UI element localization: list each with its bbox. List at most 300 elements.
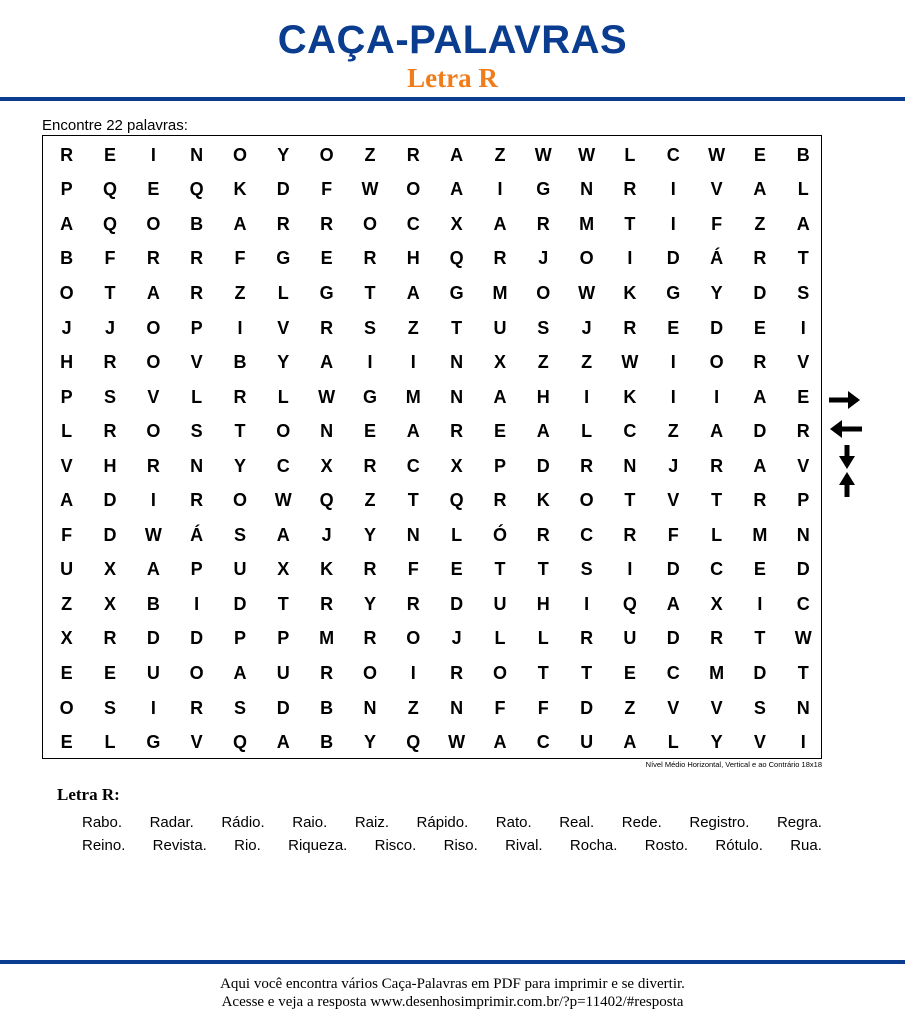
grid-letter: L xyxy=(191,386,203,407)
grid-letter: Z xyxy=(407,697,419,718)
grid-letter: S xyxy=(797,282,810,303)
grid-letter: R xyxy=(190,697,204,718)
grid-letter: O xyxy=(362,213,377,234)
grid-letter: R xyxy=(710,455,724,476)
grid-letter: C xyxy=(580,524,594,545)
grid-letter: F xyxy=(494,697,506,718)
word-item: Riso. xyxy=(443,837,478,854)
grid-letter: R xyxy=(103,628,117,649)
grid-letter: S xyxy=(580,559,593,580)
grid-letter: R xyxy=(623,317,637,338)
grid-letter: Y xyxy=(363,732,376,753)
word-item: Rato. xyxy=(495,814,532,831)
grid-letter: D xyxy=(103,524,117,545)
grid-letter: S xyxy=(363,317,376,338)
grid-letter: O xyxy=(406,179,421,200)
grid-letter: D xyxy=(536,455,550,476)
grid-letter: L xyxy=(581,421,593,442)
grid-letter: Q xyxy=(232,732,247,753)
grid-letter: R xyxy=(276,213,290,234)
grid-letter: J xyxy=(451,628,462,649)
grid-letter: E xyxy=(103,662,116,683)
grid-letter: G xyxy=(276,248,291,269)
direction-arrows xyxy=(826,389,866,499)
grid-letter: G xyxy=(449,282,464,303)
word-item: Rocha. xyxy=(569,837,618,854)
grid-letter: I xyxy=(410,352,416,373)
grid-letter: D xyxy=(103,490,117,511)
grid-letter: I xyxy=(800,732,806,753)
grid-letter: D xyxy=(753,421,767,442)
grid-letter: P xyxy=(277,628,290,649)
grid-letter: X xyxy=(103,559,116,580)
grid-letter: A xyxy=(493,386,507,407)
grid-letter: Q xyxy=(622,593,637,614)
grid-letter: A xyxy=(493,732,507,753)
grid-letter: G xyxy=(666,282,681,303)
grid-letter: O xyxy=(579,490,594,511)
grid-letter: R xyxy=(753,352,767,373)
grid-letter: A xyxy=(60,213,74,234)
grid-letter: O xyxy=(536,282,551,303)
grid-letter: Z xyxy=(234,282,246,303)
grid-letter: R xyxy=(103,352,117,373)
grid-letter: A xyxy=(146,559,160,580)
grid-letter: O xyxy=(59,697,74,718)
grid-letter: C xyxy=(406,213,420,234)
grid-letter: L xyxy=(667,732,679,753)
grid-letter: W xyxy=(794,628,812,649)
grid-letter: L xyxy=(61,421,73,442)
grid-letter: Y xyxy=(363,524,376,545)
grid-letter: R xyxy=(580,455,594,476)
grid-letter: I xyxy=(150,490,156,511)
grid-letter: I xyxy=(670,179,676,200)
grid-letter: R xyxy=(406,144,420,165)
grid-letter: N xyxy=(450,386,464,407)
word-item: Reino. xyxy=(82,837,126,854)
grid-letter: A xyxy=(753,179,767,200)
grid-letter: D xyxy=(753,662,767,683)
grid-letter: X xyxy=(103,593,116,614)
grid-letter: F xyxy=(61,524,73,545)
grid-letter: P xyxy=(190,559,203,580)
grid-letter: A xyxy=(753,455,767,476)
grid-letter: V xyxy=(277,317,290,338)
grid-letter: A xyxy=(406,421,420,442)
grid-letter: U xyxy=(276,662,290,683)
letter-grid xyxy=(43,138,823,760)
word-item: Raiz. xyxy=(354,814,389,831)
grid-letter: I xyxy=(670,213,676,234)
grid-letter: I xyxy=(670,352,676,373)
grid-letter: D xyxy=(753,282,767,303)
grid-letter: I xyxy=(150,144,156,165)
grid-letter: H xyxy=(103,455,117,476)
grid-letter: N xyxy=(190,455,204,476)
grid-letter: Z xyxy=(581,352,593,373)
grid-letter: W xyxy=(144,524,162,545)
grid-letter: V xyxy=(60,455,73,476)
grid-letter: S xyxy=(233,697,246,718)
grid-letter: N xyxy=(580,179,594,200)
bottom-rule xyxy=(0,960,905,964)
grid-letter: C xyxy=(666,144,680,165)
grid-letter: L xyxy=(537,628,549,649)
grid-letter: I xyxy=(584,593,590,614)
grid-letter: L xyxy=(494,628,506,649)
grid-letter: R xyxy=(580,628,594,649)
grid-letter: K xyxy=(536,490,550,511)
grid-letter: C xyxy=(666,662,680,683)
grid-letter: J xyxy=(104,317,115,338)
word-item: Rótulo. xyxy=(715,837,763,854)
grid-letter: B xyxy=(320,732,334,753)
grid-letter: T xyxy=(277,593,289,614)
grid-letter: T xyxy=(234,421,246,442)
grid-letter: P xyxy=(233,628,246,649)
grid-letter: P xyxy=(493,455,506,476)
grid-letter: T xyxy=(407,490,419,511)
grid-letter: K xyxy=(623,386,637,407)
grid-letter: V xyxy=(190,352,203,373)
grid-letter: J xyxy=(61,317,72,338)
top-rule xyxy=(0,97,905,101)
grid-letter: S xyxy=(233,524,246,545)
word-item: Rua. xyxy=(790,837,822,854)
grid-letter: Z xyxy=(754,213,766,234)
word-item: Rio. xyxy=(234,837,261,854)
grid-letter: W xyxy=(578,144,596,165)
grid-letter: R xyxy=(190,490,204,511)
grid-letter: M xyxy=(319,628,335,649)
grid-letter: H xyxy=(536,386,550,407)
grid-letter: A xyxy=(320,352,334,373)
word-item: Risco. xyxy=(374,837,417,854)
grid-letter: Z xyxy=(61,593,73,614)
grid-letter: Ó xyxy=(492,524,507,545)
grid-letter: O xyxy=(59,282,74,303)
grid-letter: A xyxy=(796,213,810,234)
grid-letter: D xyxy=(276,179,290,200)
grid-letter: R xyxy=(536,524,550,545)
grid-letter: Y xyxy=(277,352,290,373)
grid-letter: U xyxy=(580,732,594,753)
grid-letter: R xyxy=(406,593,420,614)
grid-letter: I xyxy=(670,386,676,407)
grid-letter: R xyxy=(233,386,247,407)
grid-letter: Z xyxy=(364,144,376,165)
grid-letter: O xyxy=(362,662,377,683)
grid-letter: E xyxy=(60,732,73,753)
grid-letter: Y xyxy=(277,144,290,165)
grid-letter: N xyxy=(796,524,810,545)
grid-letter: R xyxy=(190,248,204,269)
grid-letter: E xyxy=(103,144,116,165)
grid-letter: I xyxy=(627,248,633,269)
grid-letter: R xyxy=(623,179,637,200)
grid-letter: A xyxy=(450,179,464,200)
grid-letter: W xyxy=(534,144,552,165)
grid-letter: U xyxy=(146,662,160,683)
word-item: Rápido. xyxy=(416,814,469,831)
grid-letter: W xyxy=(318,386,336,407)
grid-letter: V xyxy=(797,352,810,373)
grid-letter: I xyxy=(194,593,200,614)
grid-letter: R xyxy=(60,144,74,165)
grid-letter: A xyxy=(710,421,724,442)
grid-letter: S xyxy=(753,697,766,718)
grid-letter: N xyxy=(190,144,204,165)
grid-letter: K xyxy=(320,559,334,580)
grid-letter: B xyxy=(233,352,247,373)
grid-letter: E xyxy=(450,559,463,580)
grid-letter: A xyxy=(536,421,550,442)
grid-letter: Á xyxy=(710,248,724,269)
grid-letter: F xyxy=(104,248,116,269)
grid-letter: D xyxy=(233,593,247,614)
grid-letter: J xyxy=(538,248,549,269)
grid-letter: Q xyxy=(319,490,334,511)
grid-letter: M xyxy=(579,213,595,234)
grid-letter: V xyxy=(147,386,160,407)
word-item: Rosto. xyxy=(644,837,689,854)
word-item: Riqueza. xyxy=(288,837,348,854)
grid-letter: S xyxy=(103,386,116,407)
grid-letter: X xyxy=(710,593,723,614)
grid-letter: O xyxy=(492,662,507,683)
word-item: Registro. xyxy=(689,814,750,831)
grid-letter: I xyxy=(150,697,156,718)
grid-letter: A xyxy=(450,144,464,165)
grid-letter: A xyxy=(406,282,420,303)
grid-letter: W xyxy=(361,179,379,200)
grid-letter: B xyxy=(796,144,810,165)
grid-letter: K xyxy=(623,282,637,303)
page-subtitle: Letra R xyxy=(407,63,498,93)
grid-letter: A xyxy=(233,213,247,234)
grid-letter: H xyxy=(406,248,420,269)
grid-letter: Q xyxy=(189,179,204,200)
grid-letter: U xyxy=(623,628,637,649)
grid-letter: Q xyxy=(102,179,117,200)
grid-letter: D xyxy=(276,697,290,718)
grid-letter: R xyxy=(753,490,767,511)
grid-letter: V xyxy=(667,490,680,511)
grid-letter: O xyxy=(276,421,291,442)
instruction-text: Encontre 22 palavras: xyxy=(42,117,188,134)
grid-letter: B xyxy=(320,697,334,718)
word-item: Revista. xyxy=(152,837,207,854)
grid-letter: O xyxy=(189,662,204,683)
grid-letter: O xyxy=(146,317,161,338)
grid-letter: D xyxy=(666,559,680,580)
grid-letter: N xyxy=(363,697,377,718)
grid-letter: N xyxy=(406,524,420,545)
grid-letter: I xyxy=(584,386,590,407)
word-list-title: Letra R: xyxy=(57,785,120,804)
grid-letter: F xyxy=(234,248,246,269)
grid-letter: R xyxy=(320,317,334,338)
grid-letter: W xyxy=(621,352,639,373)
grid-letter: W xyxy=(578,282,596,303)
grid-letter: L xyxy=(104,732,116,753)
footer-line-1: Aqui você encontra vários Caça-Palavras em PDF para imprimir e se divertir. xyxy=(220,976,685,992)
grid-letter: T xyxy=(364,282,376,303)
grid-letter: D xyxy=(666,628,680,649)
grid-letter: F xyxy=(667,524,679,545)
grid-letter: B xyxy=(146,593,160,614)
grid-letter: E xyxy=(147,179,160,200)
grid-letter: D xyxy=(710,317,724,338)
grid-letter: T xyxy=(711,490,723,511)
grid-letter: C xyxy=(276,455,290,476)
grid-letter: R xyxy=(190,282,204,303)
grid-letter: M xyxy=(709,662,725,683)
grid-letter: E xyxy=(493,421,506,442)
grid-letter: R xyxy=(623,524,637,545)
grid-letter: U xyxy=(60,559,74,580)
grid-letter: D xyxy=(666,248,680,269)
arrow-down-icon xyxy=(839,445,855,469)
grid-letter: C xyxy=(536,732,550,753)
grid-letter: T xyxy=(797,662,809,683)
grid-letter: E xyxy=(667,317,680,338)
grid-letter: V xyxy=(710,179,723,200)
grid-letter: S xyxy=(103,697,116,718)
grid-letter: R xyxy=(363,455,377,476)
grid-letter: X xyxy=(320,455,333,476)
word-item: Rede. xyxy=(621,814,662,831)
grid-letter: Z xyxy=(667,421,679,442)
grid-letter: L xyxy=(277,282,289,303)
word-item: Rádio. xyxy=(221,814,265,831)
grid-letter: R xyxy=(493,490,507,511)
grid-letter: T xyxy=(581,662,593,683)
grid-letter: L xyxy=(624,144,636,165)
grid-letter: A xyxy=(623,732,637,753)
page-title: CAÇA-PALAVRAS xyxy=(277,18,628,62)
grid-letter: T xyxy=(624,490,636,511)
grid-letter: L xyxy=(451,524,463,545)
grid-letter: R xyxy=(493,248,507,269)
word-item: Real. xyxy=(559,814,595,831)
grid-letter: O xyxy=(709,352,724,373)
grid-letter: T xyxy=(624,213,636,234)
grid-letter: Z xyxy=(537,352,549,373)
grid-letter: W xyxy=(274,490,292,511)
grid-letter: O xyxy=(146,421,161,442)
grid-letter: V xyxy=(710,697,723,718)
arrow-up-icon xyxy=(839,472,855,497)
grid-letter: R xyxy=(146,248,160,269)
grid-letter: I xyxy=(497,179,503,200)
grid-letter: O xyxy=(146,352,161,373)
grid-letter: V xyxy=(667,697,680,718)
grid-letter: Y xyxy=(233,455,246,476)
grid-letter: E xyxy=(753,559,766,580)
grid-letter: T xyxy=(754,628,766,649)
grid-letter: E xyxy=(623,662,636,683)
grid-letter: T xyxy=(451,317,463,338)
grid-letter: R xyxy=(320,662,334,683)
grid-letter: T xyxy=(494,559,506,580)
grid-letter: N xyxy=(623,455,637,476)
grid-letter: R xyxy=(450,421,464,442)
grid-letter: A xyxy=(276,524,290,545)
grid-letter: M xyxy=(405,386,421,407)
grid-letter: A xyxy=(276,732,290,753)
grid-letter: O xyxy=(232,144,247,165)
grid-letter: R xyxy=(363,248,377,269)
grid-letter: R xyxy=(103,421,117,442)
grid-letter: T xyxy=(797,248,809,269)
grid-letter: X xyxy=(450,455,463,476)
grid-letter: X xyxy=(60,628,73,649)
grid-letter: P xyxy=(190,317,203,338)
word-item: Raio. xyxy=(292,814,328,831)
grid-letter: Q xyxy=(449,490,464,511)
grid-letter: I xyxy=(800,317,806,338)
grid-letter: P xyxy=(60,386,73,407)
grid-letter: M xyxy=(752,524,768,545)
grid-letter: Q xyxy=(449,248,464,269)
grid-letter: D xyxy=(580,697,594,718)
grid-letter: G xyxy=(362,386,377,407)
grid-letter: P xyxy=(60,179,73,200)
grid-letter: Q xyxy=(406,732,421,753)
grid-letter: C xyxy=(796,593,810,614)
grid-letter: I xyxy=(410,662,416,683)
grid-letter: E xyxy=(363,421,376,442)
grid-letter: I xyxy=(237,317,243,338)
word-list-row-2 xyxy=(82,837,822,855)
grid-letter: O xyxy=(406,628,421,649)
grid-letter: F xyxy=(321,179,333,200)
grid-letter: Z xyxy=(624,697,636,718)
grid-letter: A xyxy=(60,490,74,511)
grid-letter: V xyxy=(753,732,766,753)
grid-letter: L xyxy=(797,179,809,200)
grid-letter: R xyxy=(536,213,550,234)
grid-letter: A xyxy=(666,593,680,614)
grid-letter: J xyxy=(668,455,679,476)
grid-letter: D xyxy=(146,628,160,649)
grid-letter: H xyxy=(60,352,74,373)
grid-letter: G xyxy=(536,179,551,200)
grid-letter: Y xyxy=(363,593,376,614)
grid-letter: S xyxy=(190,421,203,442)
arrow-left-icon xyxy=(830,420,862,438)
grid-letter: B xyxy=(60,248,74,269)
grid-letter: X xyxy=(450,213,463,234)
grid-letter: N xyxy=(450,697,464,718)
grid-letter: H xyxy=(536,593,550,614)
word-item: Radar. xyxy=(149,814,194,831)
word-item: Rabo. xyxy=(82,814,123,831)
word-list-row-1 xyxy=(82,814,822,832)
grid-letter: J xyxy=(321,524,332,545)
grid-letter: C xyxy=(623,421,637,442)
grid-letter: R xyxy=(363,559,377,580)
grid-letter: R xyxy=(363,628,377,649)
grid-letter: A xyxy=(146,282,160,303)
grid-letter: D xyxy=(190,628,204,649)
grid-letter: Y xyxy=(710,732,723,753)
level-note: Nível Médio Horizontal, Vertical e ao Contrário 18x18 xyxy=(645,760,822,769)
grid-letter: N xyxy=(796,697,810,718)
grid-letter: E xyxy=(320,248,333,269)
